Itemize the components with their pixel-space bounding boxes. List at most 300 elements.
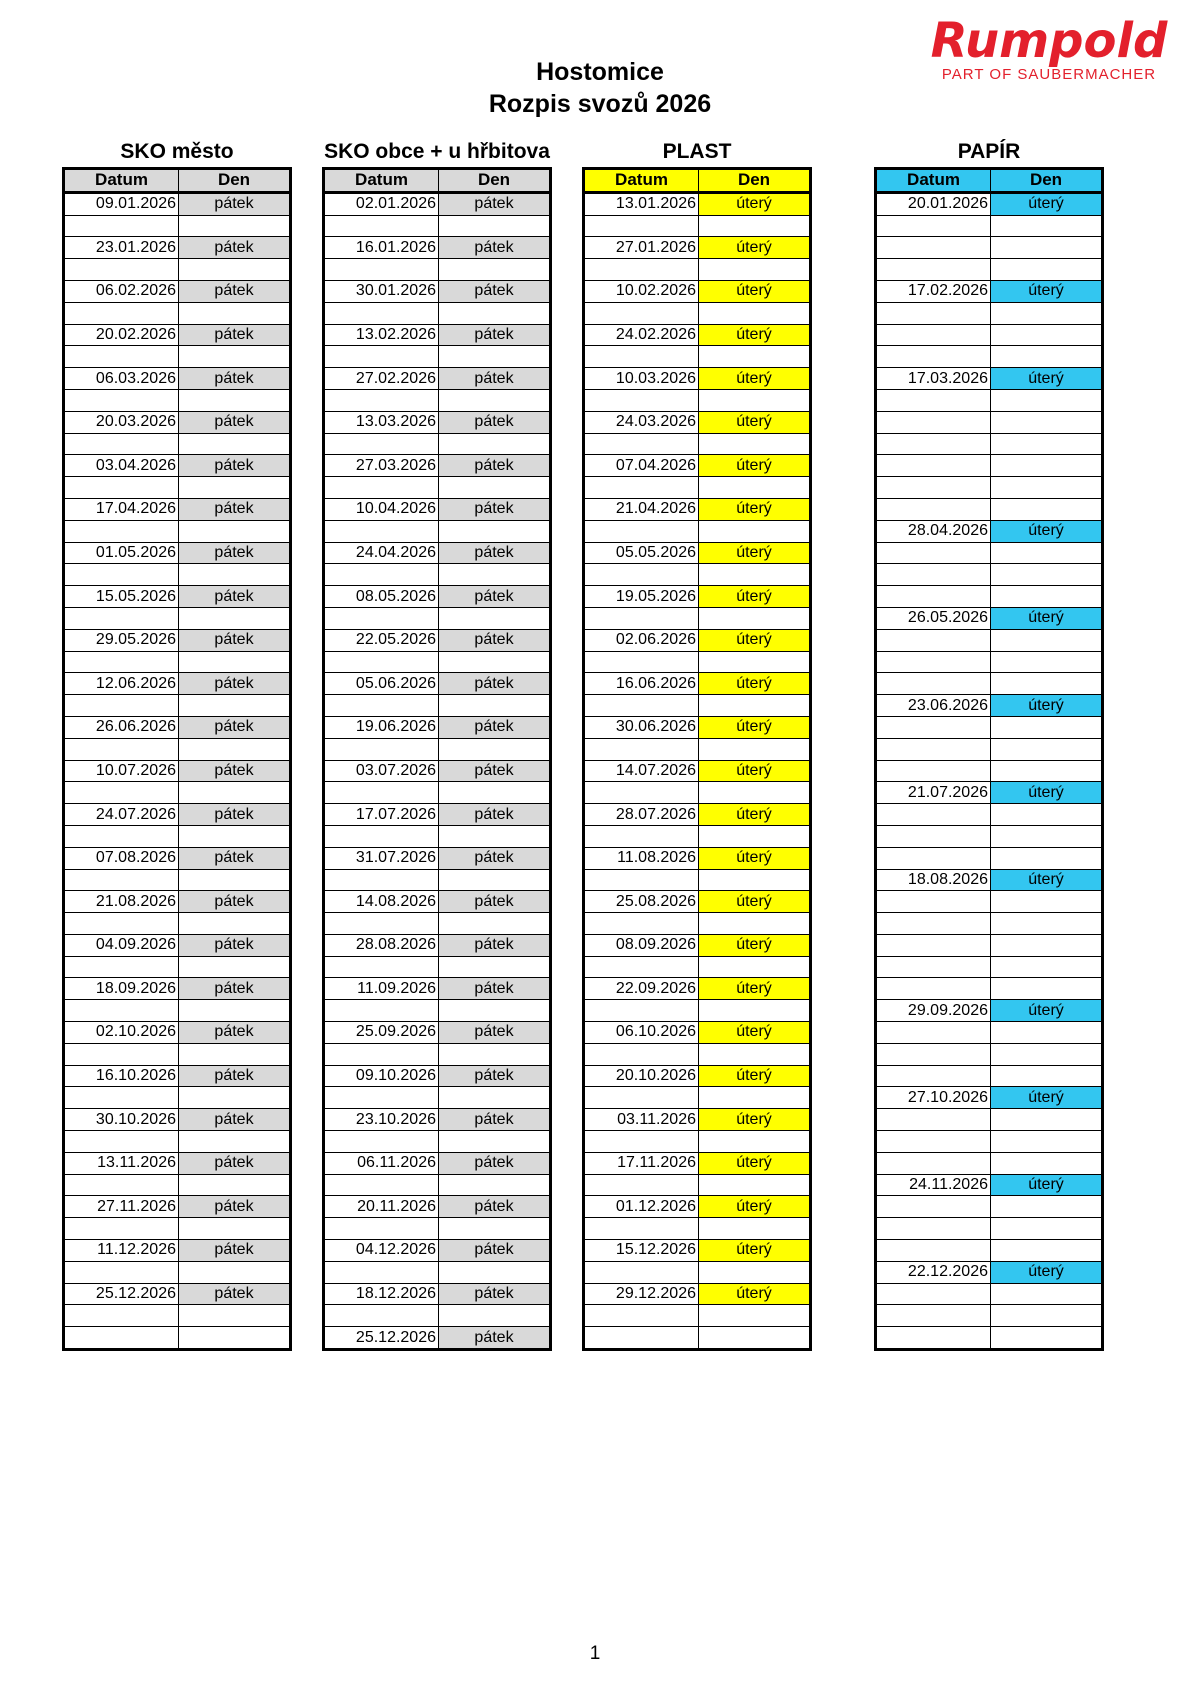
date-cell: 06.03.2026 [64, 368, 179, 390]
date-cell [324, 477, 439, 499]
table-row [584, 1043, 811, 1065]
day-cell: pátek [439, 1152, 551, 1174]
date-cell [64, 1087, 179, 1109]
day-cell: úterý [699, 542, 811, 564]
day-cell [991, 956, 1103, 978]
day-cell [991, 586, 1103, 608]
date-cell [584, 1327, 699, 1350]
table-row [584, 1261, 811, 1283]
day-cell [991, 738, 1103, 760]
date-cell: 18.09.2026 [64, 978, 179, 1000]
table-row [876, 586, 1103, 608]
day-cell [439, 564, 551, 586]
date-cell: 07.04.2026 [584, 455, 699, 477]
day-cell [179, 433, 291, 455]
date-cell: 23.06.2026 [876, 695, 991, 717]
date-cell [876, 389, 991, 411]
table-row [584, 1283, 811, 1305]
table-row [876, 869, 1103, 891]
date-cell: 17.02.2026 [876, 280, 991, 302]
day-cell [991, 564, 1103, 586]
table-row [876, 1152, 1103, 1174]
date-cell: 29.09.2026 [876, 1000, 991, 1022]
date-cell [64, 738, 179, 760]
table-row [876, 1327, 1103, 1350]
date-cell [324, 1087, 439, 1109]
day-cell: pátek [179, 237, 291, 259]
date-cell [876, 259, 991, 281]
table-row [584, 1174, 811, 1196]
table-row [584, 913, 811, 935]
sko-mesto-table [62, 167, 292, 1351]
day-cell: pátek [179, 192, 291, 215]
day-cell [179, 913, 291, 935]
date-cell [584, 346, 699, 368]
day-cell: úterý [991, 280, 1103, 302]
date-cell [876, 215, 991, 237]
date-cell: 14.07.2026 [584, 760, 699, 782]
logo-wordmark: Rumpold [930, 13, 1168, 69]
sko-mesto-section-title: SKO město [120, 140, 234, 163]
table-row [876, 280, 1103, 302]
table-row [876, 738, 1103, 760]
table-row [584, 302, 811, 324]
table-row [324, 542, 551, 564]
table-row [324, 978, 551, 1000]
day-cell: pátek [179, 760, 291, 782]
date-cell [876, 1109, 991, 1131]
date-cell [584, 738, 699, 760]
date-cell: 11.08.2026 [584, 847, 699, 869]
table-header-row [584, 169, 811, 193]
date-cell: 19.05.2026 [584, 586, 699, 608]
date-cell [584, 695, 699, 717]
date-cell: 13.01.2026 [584, 192, 699, 215]
day-cell: pátek [439, 1283, 551, 1305]
table-row [64, 1240, 291, 1262]
date-cell: 08.05.2026 [324, 586, 439, 608]
day-cell: úterý [699, 978, 811, 1000]
table-row [584, 346, 811, 368]
table-row [64, 651, 291, 673]
date-cell [584, 651, 699, 673]
table-row [324, 498, 551, 520]
date-cell [324, 738, 439, 760]
date-cell: 20.10.2026 [584, 1065, 699, 1087]
date-cell: 27.03.2026 [324, 455, 439, 477]
day-cell [439, 389, 551, 411]
table-row [324, 1305, 551, 1327]
date-cell [876, 1305, 991, 1327]
table-row [64, 1261, 291, 1283]
date-cell [876, 738, 991, 760]
date-cell: 10.04.2026 [324, 498, 439, 520]
date-cell [64, 1305, 179, 1327]
date-cell [584, 433, 699, 455]
day-cell: pátek [439, 1196, 551, 1218]
date-cell [876, 956, 991, 978]
day-cell: pátek [439, 280, 551, 302]
table-row [64, 1043, 291, 1065]
table-row [64, 1305, 291, 1327]
day-cell: pátek [179, 629, 291, 651]
table-row [584, 956, 811, 978]
date-cell [584, 520, 699, 542]
table-row [324, 738, 551, 760]
date-cell [584, 869, 699, 891]
day-cell [699, 346, 811, 368]
day-cell [439, 259, 551, 281]
day-cell: pátek [179, 1109, 291, 1131]
date-cell: 24.03.2026 [584, 411, 699, 433]
date-cell: 30.01.2026 [324, 280, 439, 302]
table-row [64, 411, 291, 433]
date-cell [876, 237, 991, 259]
day-cell [991, 498, 1103, 520]
table-row [876, 542, 1103, 564]
papir-section-title: PAPÍR [957, 140, 1021, 163]
day-cell [991, 346, 1103, 368]
day-cell [439, 695, 551, 717]
day-cell [179, 738, 291, 760]
plast-table [582, 167, 812, 1351]
table-row [324, 651, 551, 673]
day-cell: úterý [699, 586, 811, 608]
table-row [876, 215, 1103, 237]
table-row [876, 259, 1103, 281]
day-cell: úterý [699, 1283, 811, 1305]
day-cell: úterý [991, 368, 1103, 390]
date-cell: 20.02.2026 [64, 324, 179, 346]
table-row [584, 389, 811, 411]
table-row [324, 1043, 551, 1065]
day-cell [991, 1152, 1103, 1174]
date-cell: 25.12.2026 [64, 1283, 179, 1305]
table-row [876, 455, 1103, 477]
day-cell [699, 913, 811, 935]
day-cell [439, 1218, 551, 1240]
date-cell [876, 651, 991, 673]
day-cell [439, 956, 551, 978]
table-row [324, 825, 551, 847]
day-cell [179, 564, 291, 586]
day-cell [439, 1087, 551, 1109]
day-cell: pátek [179, 978, 291, 1000]
date-cell [876, 1283, 991, 1305]
date-cell [584, 1131, 699, 1153]
table-row [324, 411, 551, 433]
date-cell [64, 520, 179, 542]
table-row [584, 520, 811, 542]
date-cell: 27.01.2026 [584, 237, 699, 259]
day-cell: úterý [699, 192, 811, 215]
date-cell: 24.11.2026 [876, 1174, 991, 1196]
day-cell: pátek [439, 542, 551, 564]
day-cell [179, 389, 291, 411]
table-row [584, 716, 811, 738]
day-cell: pátek [179, 1196, 291, 1218]
table-row [876, 716, 1103, 738]
table-row [324, 1174, 551, 1196]
day-cell: pátek [179, 847, 291, 869]
day-cell [991, 237, 1103, 259]
date-cell [584, 1000, 699, 1022]
table-row [64, 498, 291, 520]
day-cell: pátek [439, 716, 551, 738]
day-cell: pátek [439, 498, 551, 520]
date-cell [64, 259, 179, 281]
date-cell [876, 411, 991, 433]
day-cell [991, 1109, 1103, 1131]
table-row [584, 477, 811, 499]
date-cell: 26.06.2026 [64, 716, 179, 738]
table-row [324, 564, 551, 586]
table-row [876, 1043, 1103, 1065]
table-row [64, 1087, 291, 1109]
table-row [584, 1131, 811, 1153]
date-cell: 13.11.2026 [64, 1152, 179, 1174]
date-cell: 10.03.2026 [584, 368, 699, 390]
table-row [584, 891, 811, 913]
table-row [64, 1218, 291, 1240]
table-row [876, 368, 1103, 390]
table-row [876, 520, 1103, 542]
date-cell: 24.02.2026 [584, 324, 699, 346]
table-row [584, 455, 811, 477]
date-cell: 16.06.2026 [584, 673, 699, 695]
table-row [324, 433, 551, 455]
date-cell [324, 956, 439, 978]
day-cell [699, 1087, 811, 1109]
table-header-row [324, 169, 551, 193]
day-cell [991, 1196, 1103, 1218]
date-cell: 20.03.2026 [64, 411, 179, 433]
table-row [584, 1218, 811, 1240]
table-row [876, 1109, 1103, 1131]
table-row [584, 695, 811, 717]
table-row [64, 607, 291, 629]
table-row [584, 760, 811, 782]
day-cell: úterý [699, 280, 811, 302]
date-cell [584, 913, 699, 935]
date-cell [584, 1261, 699, 1283]
date-cell: 06.02.2026 [64, 280, 179, 302]
day-cell [991, 978, 1103, 1000]
day-cell: pátek [179, 673, 291, 695]
day-cell: pátek [179, 934, 291, 956]
date-cell: 27.11.2026 [64, 1196, 179, 1218]
table-row [584, 629, 811, 651]
table-row [64, 324, 291, 346]
table-row [584, 651, 811, 673]
table-row [64, 934, 291, 956]
day-cell: pátek [179, 280, 291, 302]
date-cell: 10.07.2026 [64, 760, 179, 782]
day-cell [991, 651, 1103, 673]
day-cell [991, 1065, 1103, 1087]
table-row [876, 913, 1103, 935]
table-row [584, 782, 811, 804]
day-cell: pátek [179, 1152, 291, 1174]
table-row [584, 259, 811, 281]
day-cell [991, 847, 1103, 869]
date-cell: 30.06.2026 [584, 716, 699, 738]
date-cell [876, 847, 991, 869]
day-cell: úterý [699, 847, 811, 869]
day-cell: úterý [991, 1087, 1103, 1109]
day-cell: pátek [439, 891, 551, 913]
day-cell [699, 259, 811, 281]
day-cell: úterý [699, 237, 811, 259]
day-cell [991, 455, 1103, 477]
table-row [324, 695, 551, 717]
table-row [876, 1240, 1103, 1262]
date-cell [584, 956, 699, 978]
date-cell: 18.08.2026 [876, 869, 991, 891]
table-row [584, 433, 811, 455]
date-cell [876, 1218, 991, 1240]
table-row [64, 782, 291, 804]
table-row [324, 455, 551, 477]
day-cell [991, 542, 1103, 564]
day-cell: pátek [439, 324, 551, 346]
header-day: Den [699, 169, 811, 193]
day-cell [699, 1043, 811, 1065]
date-cell [324, 913, 439, 935]
table-row [64, 237, 291, 259]
day-cell: úterý [699, 804, 811, 826]
day-cell [699, 782, 811, 804]
table-row [64, 368, 291, 390]
table-row [876, 1174, 1103, 1196]
date-cell: 21.07.2026 [876, 782, 991, 804]
date-cell [64, 1000, 179, 1022]
date-cell [876, 1131, 991, 1153]
date-cell: 09.01.2026 [64, 192, 179, 215]
day-cell: pátek [179, 1065, 291, 1087]
date-cell: 03.11.2026 [584, 1109, 699, 1131]
table-row [876, 1218, 1103, 1240]
day-cell [699, 302, 811, 324]
date-cell [584, 259, 699, 281]
table-row [324, 1022, 551, 1044]
date-cell [584, 302, 699, 324]
day-cell: úterý [991, 695, 1103, 717]
table-row [584, 368, 811, 390]
date-cell: 18.12.2026 [324, 1283, 439, 1305]
date-cell: 22.12.2026 [876, 1261, 991, 1283]
day-cell [699, 651, 811, 673]
table-row [64, 1327, 291, 1350]
day-cell [699, 389, 811, 411]
day-cell [439, 1305, 551, 1327]
date-cell [324, 651, 439, 673]
date-cell: 27.02.2026 [324, 368, 439, 390]
date-cell [324, 869, 439, 891]
table-row [64, 1109, 291, 1131]
date-cell: 28.07.2026 [584, 804, 699, 826]
date-cell [64, 1218, 179, 1240]
table-row [584, 1152, 811, 1174]
date-cell [64, 1261, 179, 1283]
day-cell: úterý [991, 869, 1103, 891]
date-cell [64, 651, 179, 673]
table-header-row [876, 169, 1103, 193]
day-cell [179, 1261, 291, 1283]
day-cell [991, 825, 1103, 847]
table-row [64, 477, 291, 499]
day-cell [439, 302, 551, 324]
day-cell [439, 433, 551, 455]
day-cell [699, 695, 811, 717]
day-cell: pátek [179, 455, 291, 477]
table-row [584, 1109, 811, 1131]
table-row [324, 389, 551, 411]
date-cell: 01.12.2026 [584, 1196, 699, 1218]
date-cell [64, 782, 179, 804]
header-day: Den [991, 169, 1103, 193]
day-cell: úterý [991, 782, 1103, 804]
table-row [324, 346, 551, 368]
table-row [324, 673, 551, 695]
table-row [876, 804, 1103, 826]
date-cell [876, 433, 991, 455]
table-row [324, 913, 551, 935]
table-row [324, 302, 551, 324]
day-cell: úterý [991, 607, 1103, 629]
date-cell [324, 564, 439, 586]
day-cell [439, 520, 551, 542]
day-cell: pátek [179, 324, 291, 346]
table-row [876, 1065, 1103, 1087]
day-cell: pátek [439, 760, 551, 782]
date-cell [584, 1087, 699, 1109]
table-row [324, 934, 551, 956]
table-row [584, 1022, 811, 1044]
date-cell: 29.05.2026 [64, 629, 179, 651]
table-row [876, 782, 1103, 804]
date-cell [584, 389, 699, 411]
date-cell [876, 913, 991, 935]
sko-obce-section-title: SKO obce + u hřbitova [324, 140, 550, 163]
date-cell [876, 1022, 991, 1044]
table-row [64, 847, 291, 869]
day-cell [991, 1240, 1103, 1262]
day-cell: pátek [439, 934, 551, 956]
table-row [64, 1131, 291, 1153]
date-cell [584, 1043, 699, 1065]
table-row [64, 586, 291, 608]
day-cell [991, 1218, 1103, 1240]
day-cell: pátek [179, 804, 291, 826]
table-row [64, 280, 291, 302]
day-cell: pátek [439, 978, 551, 1000]
date-cell: 22.05.2026 [324, 629, 439, 651]
day-cell: úterý [991, 192, 1103, 215]
day-cell: pátek [179, 891, 291, 913]
date-cell [876, 716, 991, 738]
day-cell: úterý [699, 891, 811, 913]
table-row [324, 520, 551, 542]
date-cell: 19.06.2026 [324, 716, 439, 738]
day-cell: úterý [699, 716, 811, 738]
date-cell: 16.10.2026 [64, 1065, 179, 1087]
table-row [324, 804, 551, 826]
date-cell [584, 215, 699, 237]
date-cell [324, 389, 439, 411]
day-cell [179, 520, 291, 542]
date-cell [876, 302, 991, 324]
